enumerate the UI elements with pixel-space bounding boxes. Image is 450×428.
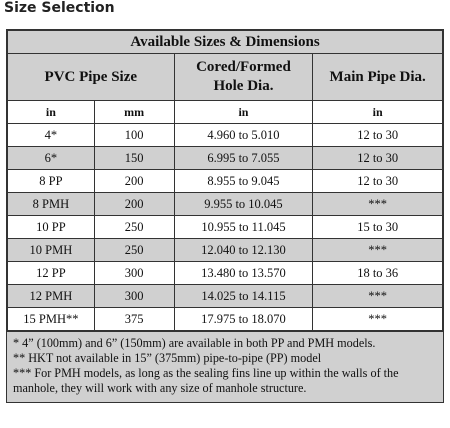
cell-size: 10 PP: [8, 216, 95, 239]
cell-main-pipe-dia: 18 to 36: [313, 262, 443, 285]
cell-mm: 250: [94, 239, 174, 262]
cell-hole-dia: 13.480 to 13.570: [174, 262, 313, 285]
cell-main-pipe-dia: 12 to 30: [313, 147, 443, 170]
table-row: [8, 193, 443, 216]
table-footnotes: [7, 331, 443, 402]
cell-hole-dia: 14.025 to 14.115: [174, 285, 313, 308]
cell-size: 6*: [8, 147, 95, 170]
unit-hole-in: in: [174, 101, 313, 124]
cell-main-pipe-dia: 12 to 30: [313, 170, 443, 193]
cell-hole-dia: 6.995 to 7.055: [174, 147, 313, 170]
cell-size: 12 PMH: [8, 285, 95, 308]
page-title: Size Selection: [4, 0, 115, 16]
table-title-row: [8, 31, 443, 54]
cell-size: 8 PMH: [8, 193, 95, 216]
unit-size-in: in: [8, 101, 95, 124]
header-cored-formed-hole-dia: [174, 54, 313, 101]
cell-mm: 300: [94, 285, 174, 308]
cell-main-pipe-dia: 15 to 30: [313, 216, 443, 239]
header-cored-formed-line2: Hole Dia.: [213, 78, 274, 94]
cell-main-pipe-dia: ***: [313, 308, 443, 331]
footnote-3: *** For PMH models, as long as the sealing fins line up within the walls of the manhole, they will work with any size of manhole structure.: [13, 366, 399, 395]
table-row: [8, 262, 443, 285]
table-row: [8, 285, 443, 308]
cell-size: 15 PMH**: [8, 308, 95, 331]
cell-hole-dia: 9.955 to 10.045: [174, 193, 313, 216]
unit-main-in: in: [313, 101, 443, 124]
cell-mm: 375: [94, 308, 174, 331]
table-row: [8, 216, 443, 239]
cell-size: 8 PP: [8, 170, 95, 193]
cell-mm: 300: [94, 262, 174, 285]
units-row: [8, 101, 443, 124]
cell-size: 10 PMH: [8, 239, 95, 262]
table-row: [8, 308, 443, 331]
cell-mm: 250: [94, 216, 174, 239]
cell-hole-dia: 8.955 to 9.045: [174, 170, 313, 193]
cell-size: 4*: [8, 124, 95, 147]
cell-hole-dia: 4.960 to 5.010: [174, 124, 313, 147]
cell-main-pipe-dia: ***: [313, 285, 443, 308]
table-row: [8, 147, 443, 170]
cell-mm: 200: [94, 170, 174, 193]
footnote-2: ** HKT not available in 15” (375mm) pipe-to-pipe (PP) model: [13, 351, 322, 365]
cell-size: 12 PP: [8, 262, 95, 285]
cell-main-pipe-dia: ***: [313, 193, 443, 216]
cell-hole-dia: 17.975 to 18.070: [174, 308, 313, 331]
unit-size-mm: mm: [94, 101, 174, 124]
table-row: [8, 239, 443, 262]
table-row: [8, 124, 443, 147]
header-main-pipe-dia: Main Pipe Dia.: [313, 54, 443, 101]
table-header-row: [8, 54, 443, 101]
cell-main-pipe-dia: 12 to 30: [313, 124, 443, 147]
table-title: Available Sizes & Dimensions: [8, 31, 443, 54]
sizes-table: [6, 29, 444, 403]
cell-mm: 150: [94, 147, 174, 170]
header-cored-formed-line1: Cored/Formed: [196, 59, 291, 75]
table-row: [8, 170, 443, 193]
footnote-1: * 4” (100mm) and 6” (150mm) are available in both PP and PMH models.: [13, 336, 376, 350]
cell-hole-dia: 10.955 to 11.045: [174, 216, 313, 239]
cell-mm: 200: [94, 193, 174, 216]
cell-hole-dia: 12.040 to 12.130: [174, 239, 313, 262]
cell-mm: 100: [94, 124, 174, 147]
cell-main-pipe-dia: ***: [313, 239, 443, 262]
dimensions-table: [7, 30, 443, 331]
header-pvc-pipe-size: PVC Pipe Size: [8, 54, 175, 101]
